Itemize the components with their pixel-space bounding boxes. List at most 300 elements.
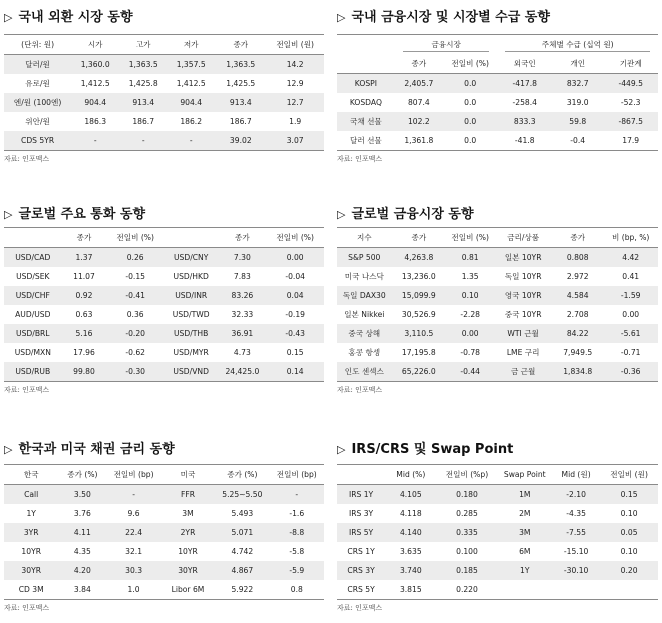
table-cell: 4.20 [58, 561, 106, 580]
table-cell: 186.7 [132, 117, 155, 126]
table-cell: 0.10 [620, 547, 638, 556]
table-cell: 1M [497, 485, 552, 505]
table-cell: 3.740 [385, 561, 436, 580]
table-cell: CRS 5Y [347, 585, 375, 594]
table-cell: 9.6 [127, 509, 140, 518]
table-cell: 1,361.8 [404, 136, 434, 145]
table-row [337, 580, 658, 600]
table-cell [497, 580, 552, 600]
table-cell: -867.5 [603, 112, 658, 131]
table-cell: 0.335 [437, 523, 498, 542]
table-cell: -1.59 [603, 286, 658, 305]
table-row [337, 485, 658, 505]
table-cell: USD/MYR [173, 348, 209, 357]
table-cell: -4.35 [566, 509, 586, 518]
table-cell: 12.9 [286, 79, 304, 88]
table-row [4, 267, 324, 286]
table-cell: 7.83 [233, 272, 251, 281]
table-cell: 달러/원 [4, 55, 71, 75]
table-cell: 0.15 [600, 485, 658, 505]
triangle-icon: ▷ [4, 208, 13, 221]
table-cell: 중국 10YR [504, 310, 542, 319]
table-cell: IRS 5Y [337, 523, 385, 542]
table-cell: 832.7 [552, 74, 603, 94]
table-cell: -5.8 [289, 547, 305, 556]
table-cell: 2,405.7 [395, 74, 443, 94]
col-header: 전일비 (%) [266, 228, 324, 248]
table-cell: 30YR [161, 561, 215, 580]
triangle-icon: ▷ [337, 208, 346, 221]
table-row [337, 267, 658, 286]
table-cell: 1,834.8 [552, 362, 603, 382]
table-row [4, 74, 324, 93]
table-cell: 1Y [26, 509, 36, 518]
table-cell: USD/CAD [4, 248, 62, 268]
table-row [337, 248, 658, 268]
table-cell: 0.10 [446, 286, 494, 305]
table-cell: Call [4, 485, 58, 505]
table-cell: -0.15 [125, 272, 146, 281]
table-cell: 0.15 [286, 348, 304, 357]
table-cell: 5.25~5.50 [215, 485, 269, 505]
table-body [337, 485, 658, 600]
col-header: 종가 (%) [215, 465, 269, 485]
col-header: 전일비 (bp) [270, 465, 324, 485]
panel-title: ▷ 국내 금융시장 및 시장별 수급 동향 [337, 8, 658, 28]
table-cell: USD/MXN [14, 348, 51, 357]
table-cell: 1.37 [62, 248, 107, 268]
table-cell: 0.285 [456, 509, 478, 518]
table-cell: USD/INR [164, 286, 218, 305]
global-market-table [337, 227, 658, 382]
table-row [337, 504, 658, 523]
table-cell: USD/CNY [164, 248, 218, 268]
table-cell: 904.4 [71, 93, 119, 112]
table-cell: 4.105 [385, 485, 436, 505]
col-header [337, 465, 385, 485]
table-row [4, 112, 324, 131]
table-row [337, 343, 658, 362]
table-cell: -2.28 [460, 310, 481, 319]
table-cell: 65,226.0 [392, 362, 447, 382]
col-header: 시가 [71, 35, 119, 55]
table-cell: 36.91 [218, 324, 266, 343]
col-header: 종가 [215, 35, 266, 55]
source-note: 자료: 인포맥스 [4, 386, 50, 394]
table-cell: 4.867 [215, 561, 269, 580]
table-cell: 0.00 [266, 248, 324, 268]
table-cell: S&P 500 [337, 248, 392, 268]
table-cell: 3.07 [266, 131, 324, 151]
table-row [4, 580, 324, 600]
panel-title: ▷ 한국과 미국 채권 금리 동향 [4, 440, 324, 460]
table-cell: KOSDAQ [349, 98, 382, 107]
source-note: 자료: 인포맥스 [337, 386, 383, 394]
table-cell: 1,360.0 [71, 55, 119, 75]
col-header [164, 228, 218, 248]
table-row [337, 362, 658, 382]
panel-title: ▷ 글로벌 주요 통화 동향 [4, 205, 324, 225]
table-cell: CD 3M [18, 585, 44, 594]
table-row [337, 542, 658, 561]
col-header: 전일비 (%) [446, 228, 494, 248]
table-cell: 30YR [4, 561, 58, 580]
triangle-icon: ▷ [337, 443, 346, 456]
table-cell: 5.493 [231, 509, 254, 518]
table-cell: 중국 상해 [337, 324, 392, 343]
panel-global-market [337, 205, 658, 395]
col-header [4, 228, 62, 248]
table-cell: 0.220 [456, 585, 478, 594]
table-cell: 0.100 [456, 547, 478, 556]
table-cell: 1,425.5 [226, 79, 256, 88]
table-cell: -30.10 [552, 561, 600, 580]
col-header: 전일비 (%) [106, 228, 164, 248]
global-fx-table [4, 227, 324, 382]
table-cell: 0.180 [437, 485, 498, 505]
table-cell: 0.0 [443, 74, 498, 94]
table-cell: FFR [161, 485, 215, 505]
panel-title: ▷ IRS/CRS 및 Swap Point [337, 440, 658, 460]
table-cell: USD/RUB [4, 362, 62, 382]
table-cell: 32.1 [125, 547, 143, 556]
table-cell: 4.742 [231, 547, 254, 556]
table-cell: USD/CHF [4, 286, 62, 305]
triangle-icon: ▷ [337, 11, 346, 24]
table-cell: AUD/USD [15, 310, 51, 319]
table-cell: 2.972 [566, 272, 589, 281]
table-cell: -258.4 [512, 98, 537, 107]
table-row [4, 485, 324, 505]
table-cell: 1.9 [289, 117, 302, 126]
table-cell: 1Y [497, 561, 552, 580]
table-cell: 독일 DAX30 [337, 286, 392, 305]
table-cell: 13,236.0 [401, 272, 436, 281]
table-cell: 2M [519, 509, 531, 518]
table-cell: -0.20 [106, 324, 164, 343]
group-header-flows: 주체별 수급 (십억 원) [497, 35, 658, 55]
bond-rates-table [4, 464, 324, 600]
table-body [4, 55, 324, 151]
col-header: 기관계 [603, 54, 658, 74]
table-row [337, 305, 658, 324]
table-cell: 186.3 [84, 117, 107, 126]
table-body [4, 248, 324, 382]
table-cell: 10YR [21, 547, 41, 556]
table-cell: 3.84 [73, 585, 91, 594]
table-cell: 홍콩 항셍 [348, 348, 381, 357]
table-cell: 0.0 [464, 136, 477, 145]
table-cell: 7.30 [218, 248, 266, 268]
col-header: 전일비 (%) [443, 54, 498, 74]
table-cell: 국채 선물 [337, 112, 395, 131]
triangle-icon: ▷ [4, 11, 13, 24]
col-header: 고가 [119, 35, 167, 55]
col-header: 종가 [62, 228, 107, 248]
table-cell: 186.2 [180, 117, 203, 126]
table-cell: 17.96 [73, 348, 95, 357]
table-row [4, 93, 324, 112]
table-cell: - [270, 485, 324, 505]
table-row [4, 248, 324, 268]
table-cell: 일본 Nikkei [344, 310, 385, 319]
table-cell: -1.6 [289, 509, 305, 518]
panel-title: ▷ 글로벌 금융시장 동향 [337, 205, 658, 225]
table-body [337, 248, 658, 382]
table-cell: -0.78 [460, 348, 481, 357]
panel-global-fx [4, 205, 324, 395]
table-cell: 5.071 [215, 523, 269, 542]
table-row [337, 112, 658, 131]
table-cell: IRS 3Y [348, 509, 374, 518]
table-cell: 913.4 [215, 93, 266, 112]
table-cell: - [106, 485, 160, 505]
table-cell: 0.20 [600, 561, 658, 580]
table-cell: 0.14 [266, 362, 324, 382]
table-cell: CRS 3Y [337, 561, 385, 580]
table-cell: 4.584 [552, 286, 603, 305]
table-cell: 3YR [4, 523, 58, 542]
table-cell: 15,099.9 [392, 286, 447, 305]
col-header [337, 54, 395, 74]
table-cell: 17,195.8 [401, 348, 436, 357]
table-cell: 0.05 [600, 523, 658, 542]
table-cell: 3M [497, 523, 552, 542]
table-cell: 2.708 [566, 310, 589, 319]
table-row [4, 542, 324, 561]
panel-title: ▷ 국내 외환 시장 동향 [4, 8, 324, 28]
table-cell: 83.26 [218, 286, 266, 305]
table-cell: 독일 10YR [504, 272, 542, 281]
panel-irs-crs [337, 440, 658, 613]
table-cell: - [167, 131, 215, 151]
table-cell: USD/TWD [172, 310, 210, 319]
table-cell: -2.10 [552, 485, 600, 505]
table-cell: -0.30 [106, 362, 164, 382]
table-row [4, 131, 324, 151]
table-cell: WTI 근월 [494, 324, 552, 343]
domestic-fx-table [4, 34, 324, 151]
table-cell: 위안/원 [25, 117, 50, 126]
table-cell: - [71, 131, 119, 151]
table-cell: 913.4 [119, 93, 167, 112]
table-cell: 3.50 [58, 485, 106, 505]
table-cell: 4.42 [603, 248, 658, 268]
col-header: Mid (%) [385, 465, 436, 485]
table-cell: 0.00 [446, 324, 494, 343]
table-cell: 0.10 [620, 509, 638, 518]
table-row [4, 286, 324, 305]
table-cell [600, 580, 658, 600]
table-cell: 달러 선물 [350, 136, 382, 145]
table-cell: -0.4 [570, 136, 586, 145]
table-cell: -0.36 [603, 362, 658, 382]
table-cell: 5.922 [231, 585, 254, 594]
table-cell: 4.118 [399, 509, 422, 518]
col-header: 종가 [392, 228, 447, 248]
col-header: Swap Point [497, 465, 552, 485]
table-row [337, 523, 658, 542]
source-note: 자료: 인포맥스 [4, 155, 50, 163]
table-cell: 0.92 [62, 286, 107, 305]
table-cell: LME 구리 [506, 348, 540, 357]
table-cell: 32.33 [231, 310, 254, 319]
table-cell: 3.76 [73, 509, 91, 518]
table-row [337, 561, 658, 580]
table-cell: 미국 나스닥 [344, 272, 384, 281]
table-cell: 24,425.0 [218, 362, 266, 382]
table-cell: 2YR [161, 523, 215, 542]
table-row [337, 286, 658, 305]
table-cell: -5.61 [603, 324, 658, 343]
table-cell: 99.80 [62, 362, 107, 382]
table-cell: -5.9 [270, 561, 324, 580]
col-header: 전일비 (%p) [437, 465, 498, 485]
col-header: 지수 [337, 228, 392, 248]
table-cell: -8.8 [270, 523, 324, 542]
table-cell: 4.11 [58, 523, 106, 542]
table-cell: 0.04 [266, 286, 324, 305]
table-cell: USD/THB [164, 324, 218, 343]
table-cell: 11.07 [73, 272, 95, 281]
table-cell: -0.62 [125, 348, 146, 357]
table-cell: 엔/원 (100엔) [4, 93, 71, 112]
table-row [4, 343, 324, 362]
table-cell: 30.3 [106, 561, 160, 580]
table-cell: CDS 5YR [4, 131, 71, 151]
table-cell: -417.8 [497, 74, 552, 94]
table-cell: -0.04 [285, 272, 306, 281]
table-cell: 0.26 [106, 248, 164, 268]
table-cell: 1.0 [127, 585, 140, 594]
table-cell: 금 근월 [494, 362, 552, 382]
source-note: 자료: 인포맥스 [337, 604, 383, 612]
col-header: 종가 [218, 228, 266, 248]
table-cell: 0.0 [443, 112, 498, 131]
table-cell: 0.808 [552, 248, 603, 268]
table-cell: KOSPI [337, 74, 395, 94]
table-cell: 3M [182, 509, 194, 518]
col-header: 금리/상품 [494, 228, 552, 248]
table-cell: 0.81 [446, 248, 494, 268]
table-cell: 12.7 [266, 93, 324, 112]
panel-domestic-market [337, 8, 658, 164]
table-cell: 0.185 [437, 561, 498, 580]
col-header: 전일비 (bp) [106, 465, 160, 485]
table-cell: 84.22 [552, 324, 603, 343]
table-cell: -0.41 [106, 286, 164, 305]
table-cell: Libor 6M [171, 585, 205, 594]
table-row [337, 74, 658, 94]
table-cell: 14.2 [266, 55, 324, 75]
table-cell: -41.8 [514, 136, 535, 145]
table-cell: -15.10 [563, 547, 589, 556]
table-cell: - [119, 131, 167, 151]
table-row [337, 93, 658, 112]
table-cell: 1,412.5 [80, 79, 110, 88]
col-header: 미국 [161, 465, 215, 485]
panel-bond-rates [4, 440, 324, 613]
table-cell: 0.36 [126, 310, 144, 319]
table-cell: 4.35 [73, 547, 91, 556]
table-cell: IRS 1Y [337, 485, 385, 505]
table-cell: 4.140 [385, 523, 436, 542]
table-cell: 0.8 [290, 585, 303, 594]
col-header: 종가 (%) [58, 465, 106, 485]
table-cell: 유로/원 [25, 79, 50, 88]
domestic-market-table [337, 34, 658, 151]
table-cell: 6M [519, 547, 531, 556]
table-cell: -0.43 [266, 324, 324, 343]
table-cell: -52.3 [620, 98, 641, 107]
col-header: Mid (원) [552, 465, 600, 485]
table-cell: 1,412.5 [176, 79, 206, 88]
table-cell: -7.55 [552, 523, 600, 542]
col-header: 종가 [552, 228, 603, 248]
table-cell: -0.71 [620, 348, 641, 357]
table-cell: USD/VND [164, 362, 218, 382]
col-header: 비 (bp, %) [603, 228, 658, 248]
group-header-market: 금융시장 [395, 35, 498, 55]
table-row [337, 324, 658, 343]
irs-crs-table [337, 464, 658, 600]
source-note: 자료: 인포맥스 [337, 155, 383, 163]
table-row [4, 324, 324, 343]
table-cell: 3.635 [399, 547, 422, 556]
table-cell: 3,110.5 [392, 324, 447, 343]
col-header: (단위: 원) [4, 35, 71, 55]
panel-domestic-fx [4, 8, 324, 164]
table-row [4, 362, 324, 382]
table-cell: 일본 10YR [494, 248, 552, 268]
table-body [337, 74, 658, 151]
table-cell: 22.4 [106, 523, 160, 542]
table-row [337, 131, 658, 151]
table-cell: 1,357.5 [167, 55, 215, 75]
table-cell: 5.16 [62, 324, 107, 343]
table-row [4, 523, 324, 542]
table-cell: 186.7 [229, 117, 252, 126]
table-cell: -0.44 [446, 362, 494, 382]
source-note: 자료: 인포맥스 [4, 604, 50, 612]
table-cell: 4,263.8 [392, 248, 447, 268]
table-cell: 102.2 [395, 112, 443, 131]
table-row [4, 561, 324, 580]
table-cell: 0.00 [622, 310, 640, 319]
table-cell: 0.41 [622, 272, 640, 281]
table-cell: 1,363.5 [215, 55, 266, 75]
table-row [4, 305, 324, 324]
table-cell: 0.0 [464, 98, 477, 107]
triangle-icon: ▷ [4, 443, 13, 456]
table-cell: CRS 1Y [347, 547, 375, 556]
table-cell: 4.73 [233, 348, 251, 357]
col-header: 전일비 (원) [600, 465, 658, 485]
col-header: 외국인 [497, 54, 552, 74]
table-cell [552, 580, 600, 600]
col-header: 종가 [395, 54, 443, 74]
table-cell: 영국 10YR [494, 286, 552, 305]
table-cell: 1.35 [461, 272, 479, 281]
col-header: 개인 [552, 54, 603, 74]
table-cell: 3.815 [399, 585, 422, 594]
table-cell: USD/SEK [16, 272, 50, 281]
table-cell: USD/HKD [173, 272, 209, 281]
table-cell: 39.02 [215, 131, 266, 151]
col-header: 한국 [4, 465, 58, 485]
table-row [4, 55, 324, 75]
col-header: 저가 [167, 35, 215, 55]
